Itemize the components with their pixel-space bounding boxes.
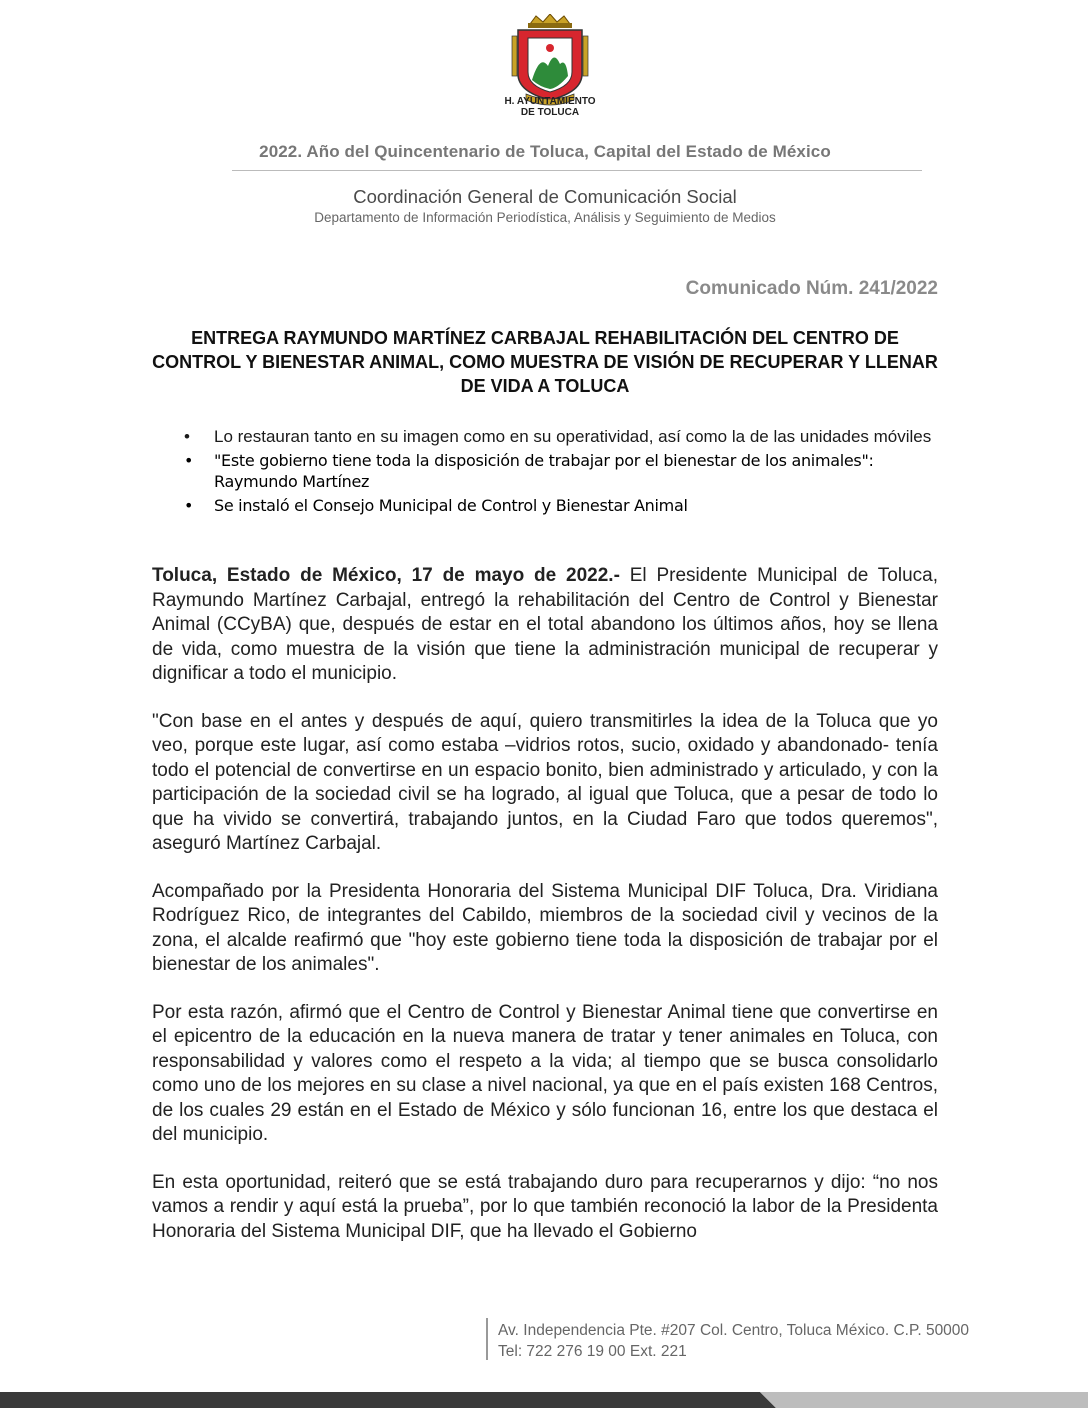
department-subtitle: Departamento de Información Periodística, Análisis y Seguimiento de Medios [314,210,776,225]
summary-bullets [152,426,938,519]
logo-caption: H. AYUNTAMIENTO DE TOLUCA [504,96,596,118]
paragraph: "Con base en el antes y después de aquí, quiero transmitirles la idea de la Toluca que yo veo, porque este lugar, así como estaba –vidrios rotos, sucio, oxidado y abandonado- tenía todo el potencial de convertirse en un espacio bonito, bien administrado y articulado, y con la participación de la sociedad civil se ha logrado, al igual que Toluca, que a pesar de todo lo que ha vivido se convertirá, trabajando juntos, en la Ciudad Faro que todos queremos", aseguró Martínez Carbajal. [152,710,938,854]
paragraph: En esta oportunidad, reiteró que se está trabajando duro para recuperarnos y dijo: “no nos vamos a rendir y aquí está la prueba”, por lo que también reconoció la labor de la Presidenta Honoraria del Sistema Municipal DIF, que ha llevado el Gobierno [152,1171,938,1242]
bullet-item: • Lo restauran tanto en su imagen como en su operatividad, así como la de las unidades móviles [184,427,932,446]
year-banner: 2022. Año del Quincentenario de Toluca, Capital del Estado de México [259,142,831,161]
headline: ENTREGA RAYMUNDO MARTÍNEZ CARBAJAL REHABILITACIÓN DEL CENTRO DE CONTROL Y BIENESTAR ANIMAL, COMO MUESTRA DE VISIÓN DE RECUPERAR Y LLENAR DE VIDA A TOLUCA [152,328,938,396]
paragraph: Toluca, Estado de México, 17 de mayo de 2022.- El Presidente Municipal de Toluca, Raymundo Martínez Carbajal, entregó la rehabilitación del Centro de Control y Bienestar Animal (CCyBA) que, después de estar en el total abandono los últimos años, hoy se llena de vida, como muestra de la visión que tiene la administración municipal de recuperar y dignificar a todo el municipio. [152,565,939,684]
dateline: Toluca, Estado de México, 17 de mayo de 2022.- [152,565,620,586]
release-number: Comunicado Núm. 241/2022 [685,278,938,299]
bottom-decorative-bar [0,1386,1088,1408]
article-body [152,564,938,1267]
bullet-item: • "Este gobierno tiene toda la disposición de trabajar por el bienestar de los animales": Raymundo Martínez [184,451,874,491]
footer-divider [486,1318,488,1360]
bullet-item: • Se instaló el Consejo Municipal de Control y Bienestar Animal [184,496,688,515]
footer-phone: Tel: 722 276 19 00 Ext. 221 [498,1343,687,1360]
footer-address: Av. Independencia Pte. #207 Col. Centro, Toluca México. C.P. 50000 [498,1322,970,1339]
coordination-title: Coordinación General de Comunicación Social [353,186,737,207]
footer-contact [498,1320,969,1362]
paragraph: Por esta razón, afirmó que el Centro de Control y Bienestar Animal tiene que convertirse en el epicentro de la educación en la nueva manera de tratar y tener animales en Toluca, con responsabilidad y valores como el respeto a la vida; al tiempo que se busca consolidarlo como uno de los mejores en su clase a nivel nacional, ya que en el país existen 168 Centros, de los cuales 29 están en el Estado de México y sólo funcionan 16, entre los que destaca el del municipio. [152,1001,938,1145]
header-divider [232,170,922,171]
paragraph: Acompañado por la Presidenta Honoraria del Sistema Municipal DIF Toluca, Dra. Viridiana Rodríguez Rico, de integrantes del Cabildo, miembros de la sociedad civil y vecinos de la zona, el alcalde reafirmó que "hoy este gobierno tiene toda la disposición de trabajar por el bienestar de los animales". [152,880,938,975]
